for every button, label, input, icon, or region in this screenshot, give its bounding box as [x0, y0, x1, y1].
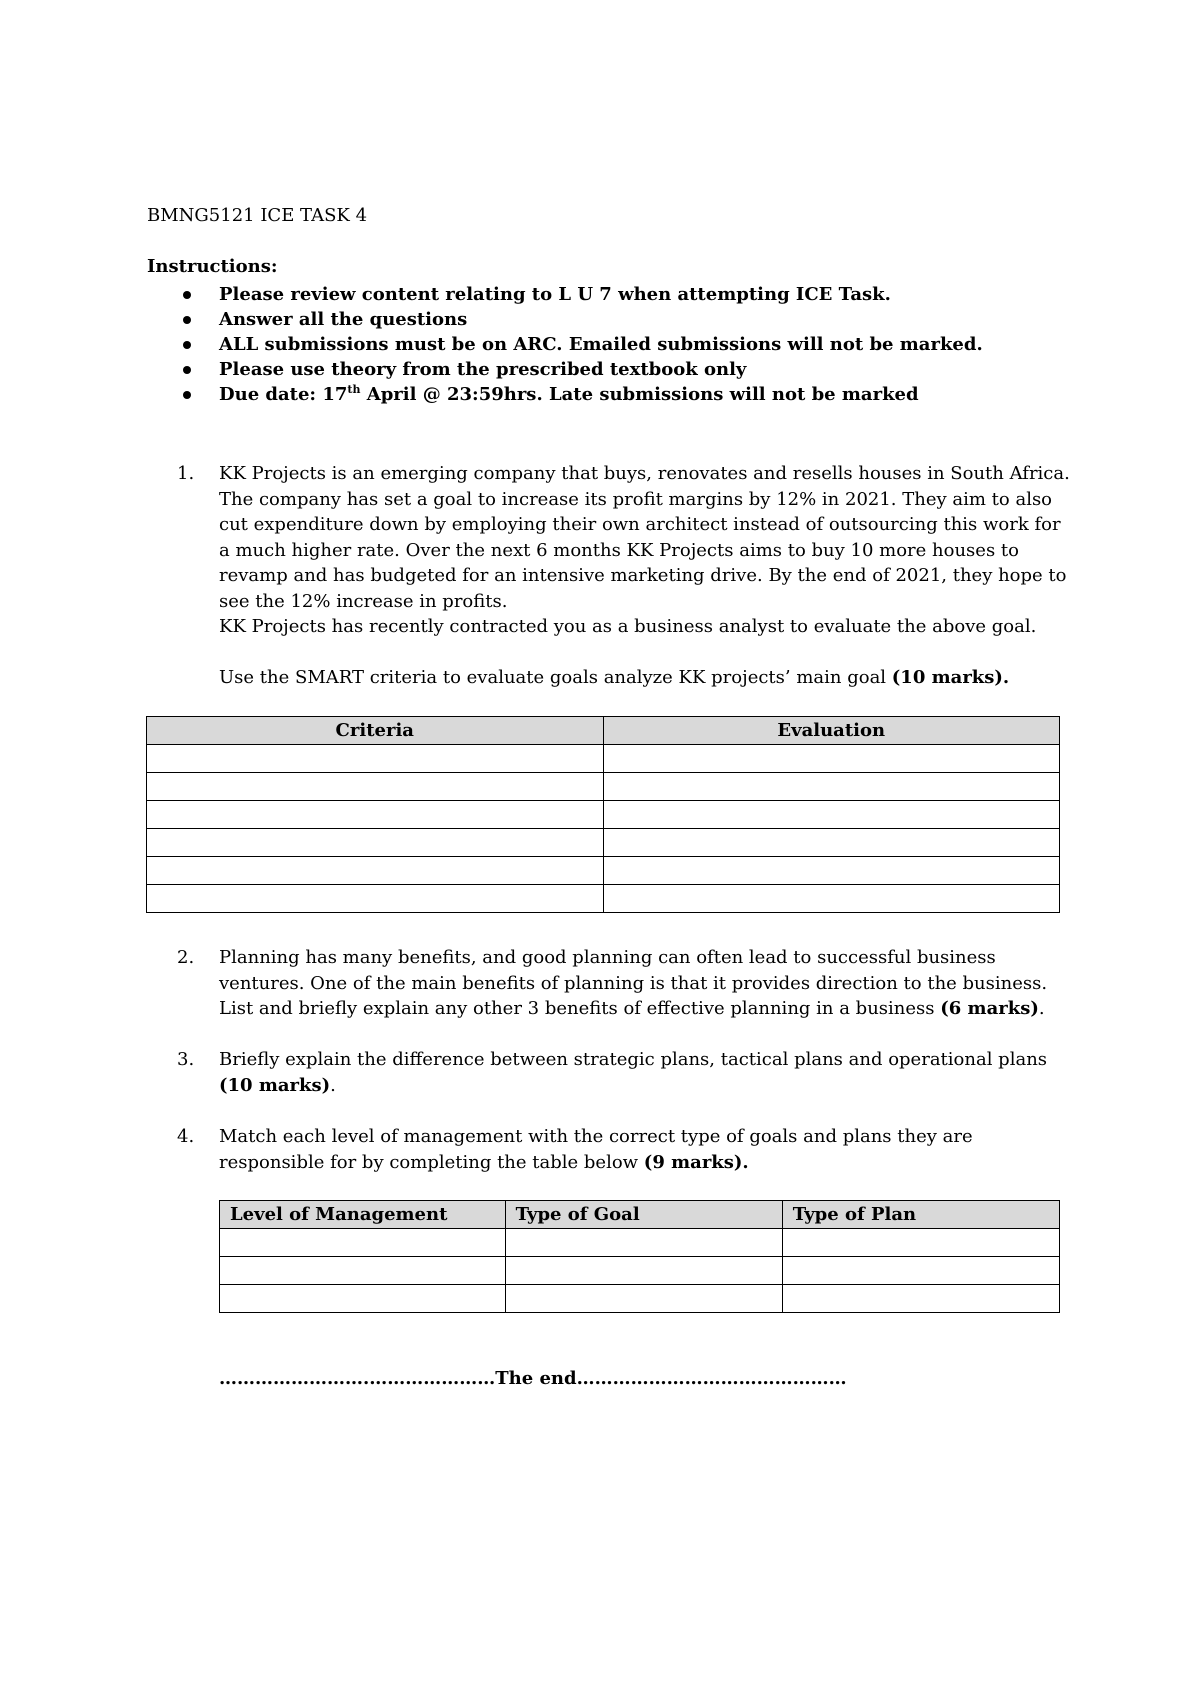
- table-cell[interactable]: [220, 1257, 506, 1285]
- question-text: Briefly explain the difference between strategic plans, tactical plans and operational plans (10 marks).: [219, 1049, 1048, 1096]
- column-header: Type of Plan: [782, 1201, 1059, 1229]
- question-instruction: Use the SMART criteria to evaluate goals analyze KK projects’ main goal (10 marks).: [219, 667, 1010, 688]
- table-row: [147, 885, 1060, 913]
- bullet-icon: [183, 291, 191, 299]
- column-header: Type of Goal: [505, 1201, 782, 1229]
- column-header: Criteria: [147, 717, 604, 745]
- table-row: [147, 745, 1060, 773]
- table-cell[interactable]: [147, 745, 604, 773]
- table-cell[interactable]: [505, 1285, 782, 1313]
- table-row: [220, 1257, 1060, 1285]
- table-cell[interactable]: [220, 1285, 506, 1313]
- table-cell[interactable]: [505, 1257, 782, 1285]
- instruction-item: Answer all the questions: [147, 307, 983, 332]
- end-line: …………………….…………………The end………………………………………: [219, 1368, 847, 1389]
- document-title: BMNG5121 ICE TASK 4: [147, 205, 368, 226]
- question-text: KK Projects is an emerging company that buys, renovates and resells houses in South Africa. The company has set a goal to increase its profit margins by 12% in 2021. They aim to also cut expenditure down by employing their own architect instead of outsourcing this work for a much higher rate. Over the next 6 months KK Projects aims to buy 10 more houses to revamp and has budgeted for an intensive marketing drive. By the end of 2021, they hope to see the 12% increase in profits.: [219, 463, 1070, 612]
- table-cell[interactable]: [603, 801, 1060, 829]
- question-number: 1.: [177, 463, 195, 484]
- question-2: [177, 945, 1077, 1022]
- table-cell[interactable]: [782, 1229, 1059, 1257]
- table-header-row: [147, 717, 1060, 745]
- table-cell[interactable]: [220, 1229, 506, 1257]
- table-header-row: [220, 1201, 1060, 1229]
- table-cell[interactable]: [603, 773, 1060, 801]
- question-text: Match each level of management with the correct type of goals and plans they are responsible for by completing the table below (9 marks).: [219, 1126, 973, 1173]
- smart-criteria-table: [146, 716, 1060, 913]
- table-cell[interactable]: [147, 829, 604, 857]
- bullet-icon: [183, 391, 191, 399]
- table-cell[interactable]: [147, 857, 604, 885]
- instructions-heading: Instructions:: [147, 256, 278, 277]
- question-number: 3.: [177, 1049, 195, 1070]
- question-number: 2.: [177, 947, 195, 968]
- marks-label: (10 marks): [219, 1074, 331, 1096]
- table-row: [220, 1229, 1060, 1257]
- marks-label: (9 marks).: [643, 1151, 749, 1173]
- bullet-icon: [183, 316, 191, 324]
- table-cell[interactable]: [147, 885, 604, 913]
- table-cell[interactable]: [782, 1257, 1059, 1285]
- bullet-icon: [183, 366, 191, 374]
- table-cell[interactable]: [147, 801, 604, 829]
- due-date-item: Due date: 17th April @ 23:59hrs. Late submissions will not be marked: [147, 382, 983, 407]
- instruction-item: Please use theory from the prescribed textbook only: [147, 357, 983, 382]
- column-header: Level of Management: [220, 1201, 506, 1229]
- column-header: Evaluation: [603, 717, 1060, 745]
- instruction-item: Please review content relating to L U 7 when attempting ICE Task.: [147, 282, 983, 307]
- management-levels-table: [219, 1200, 1060, 1313]
- table-row: [147, 857, 1060, 885]
- table-cell[interactable]: [603, 829, 1060, 857]
- question-text: Planning has many benefits, and good planning can often lead to successful business ventures. One of the main benefits of planning is that it provides direction to the business. List and briefly explain any other 3 benefits of effective planning in a business (6 marks).: [219, 947, 1048, 1019]
- table-cell[interactable]: [505, 1229, 782, 1257]
- question-text: KK Projects has recently contracted you as a business analyst to evaluate the above goal.: [219, 616, 1037, 637]
- table-row: [147, 773, 1060, 801]
- table-cell[interactable]: [603, 857, 1060, 885]
- table-cell[interactable]: [782, 1285, 1059, 1313]
- table-row: [147, 801, 1060, 829]
- question-1: [177, 461, 1077, 691]
- marks-label: (6 marks): [940, 998, 1039, 1019]
- instruction-item: ALL submissions must be on ARC. Emailed submissions will not be marked.: [147, 332, 983, 357]
- bullet-icon: [183, 341, 191, 349]
- table-row: [147, 829, 1060, 857]
- table-cell[interactable]: [147, 773, 604, 801]
- marks-label: (10 marks).: [891, 667, 1010, 688]
- instructions-list: [147, 282, 983, 407]
- question-4: [177, 1124, 1077, 1175]
- table-row: [220, 1285, 1060, 1313]
- question-number: 4.: [177, 1126, 195, 1147]
- table-cell[interactable]: [603, 745, 1060, 773]
- question-3: [177, 1047, 1077, 1098]
- table-cell[interactable]: [603, 885, 1060, 913]
